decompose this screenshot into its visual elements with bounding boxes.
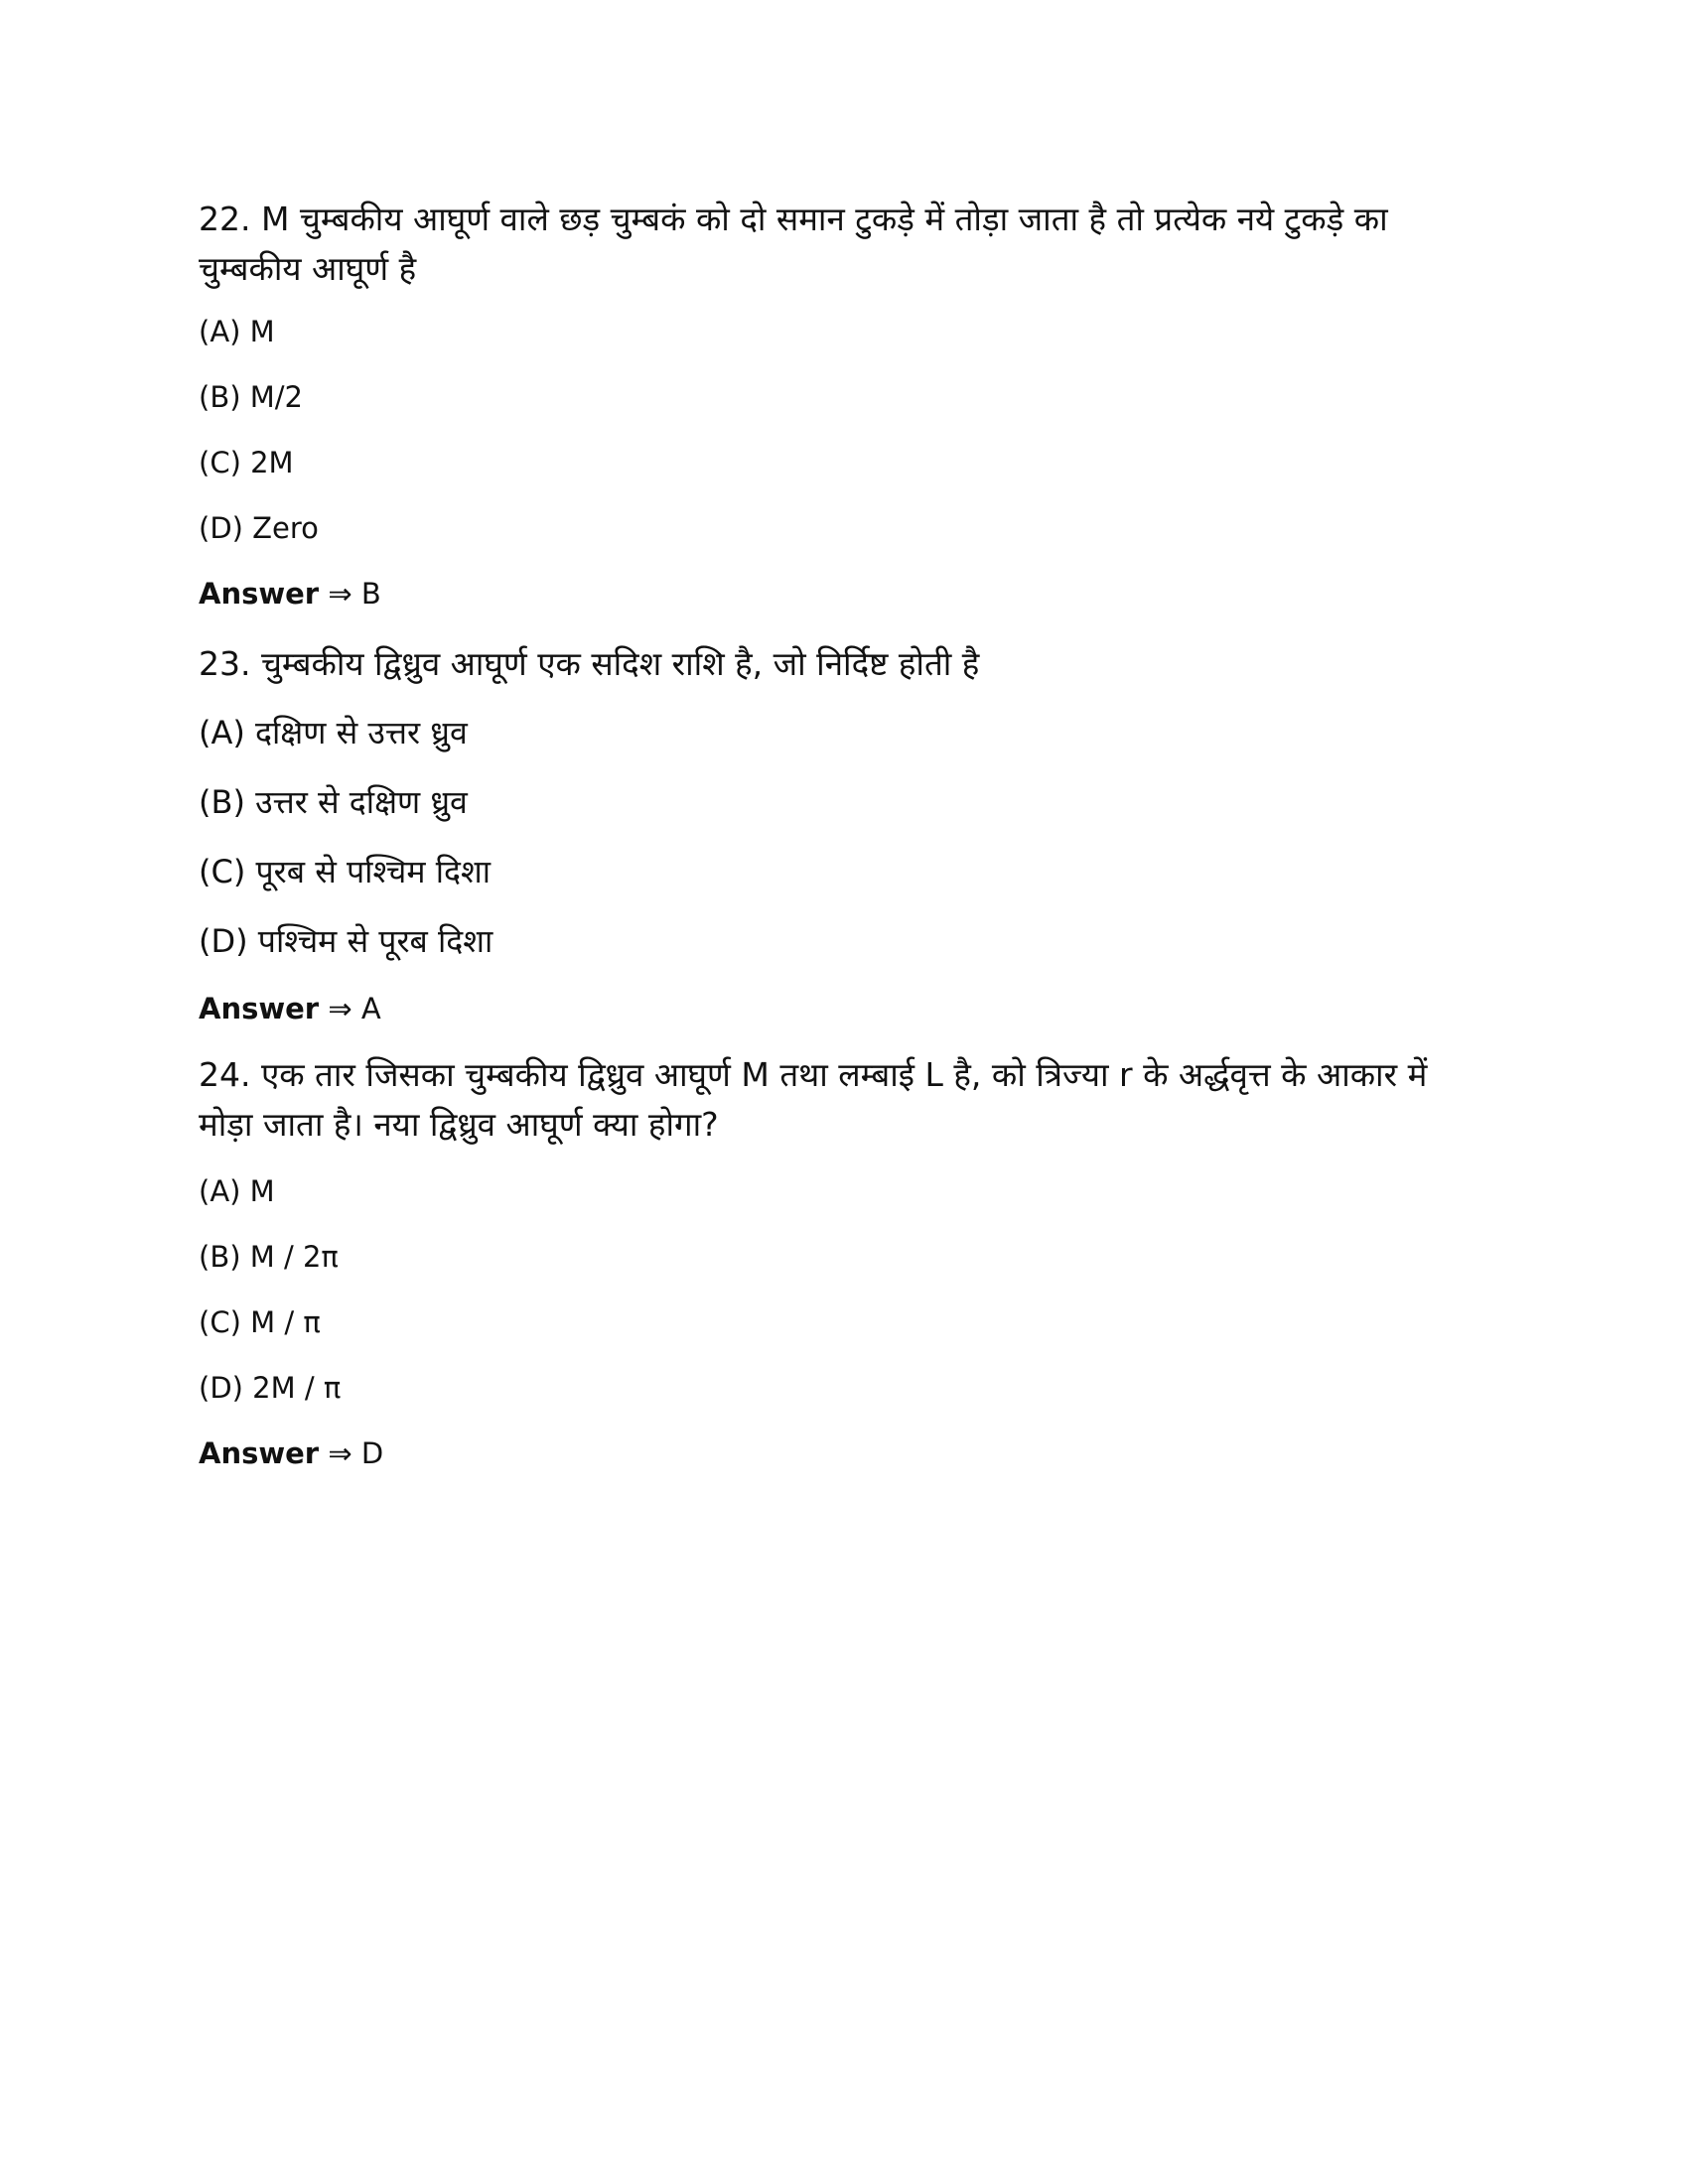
option-b: (B) M/2 (199, 380, 303, 414)
option-a: (A) दक्षिण से उत्तर ध्रुव (199, 714, 468, 751)
answer-line (199, 989, 1489, 1028)
option-a: (A) M (199, 315, 275, 348)
option-b: (B) उत्तर से दक्षिण ध्रुव (199, 783, 468, 821)
question-text: 23. चुम्बकीय द्विध्रुव आघूर्ण एक सदिश राशि है, जो निर्दिष्ट होती है (199, 644, 980, 683)
option-c: (C) 2M (199, 446, 294, 479)
option-a: (A) M (199, 1174, 275, 1208)
answer-label: Answer (199, 992, 320, 1025)
answer-value: B (360, 577, 381, 611)
answer-arrow-icon: ⇒ (328, 577, 352, 611)
answer-label: Answer (199, 1436, 320, 1470)
question-22 (199, 195, 1489, 614)
option-c: (C) पूरब से पश्चिम दिशा (199, 853, 492, 890)
option-c: (C) M / π (199, 1305, 321, 1339)
answer-value: D (360, 1436, 384, 1470)
answer-line (199, 574, 1489, 614)
answer-value: A (360, 992, 381, 1025)
option-b: (B) M / 2π (199, 1240, 339, 1274)
question-24 (199, 1050, 1489, 1473)
question-23 (199, 639, 1489, 1028)
question-text: 24. एक तार जिसका चुम्बकीय द्विध्रुव आघूर्ण M तथा लम्बाई L है, को त्रिज्या r के अर्द्धवृत्त के आकार में मोड़ा जाता है। नया द्विध्रुव आघूर्ण क्या होगा? (199, 1055, 1428, 1144)
option-d: (D) 2M / π (199, 1371, 342, 1405)
answer-line (199, 1433, 1489, 1473)
answer-label: Answer (199, 577, 320, 611)
question-text: 22. M चुम्बकीय आघूर्ण वाले छड़ चुम्बकं को दो समान टुकड़े में तोड़ा जाता है तो प्रत्येक नये टुकड़े का चुम्बकीय आघूर्ण है (199, 200, 1388, 288)
answer-arrow-icon: ⇒ (328, 992, 352, 1025)
option-d: (D) पश्चिम से पूरब दिशा (199, 922, 493, 960)
answer-arrow-icon: ⇒ (328, 1436, 352, 1470)
option-d: (D) Zero (199, 511, 319, 545)
